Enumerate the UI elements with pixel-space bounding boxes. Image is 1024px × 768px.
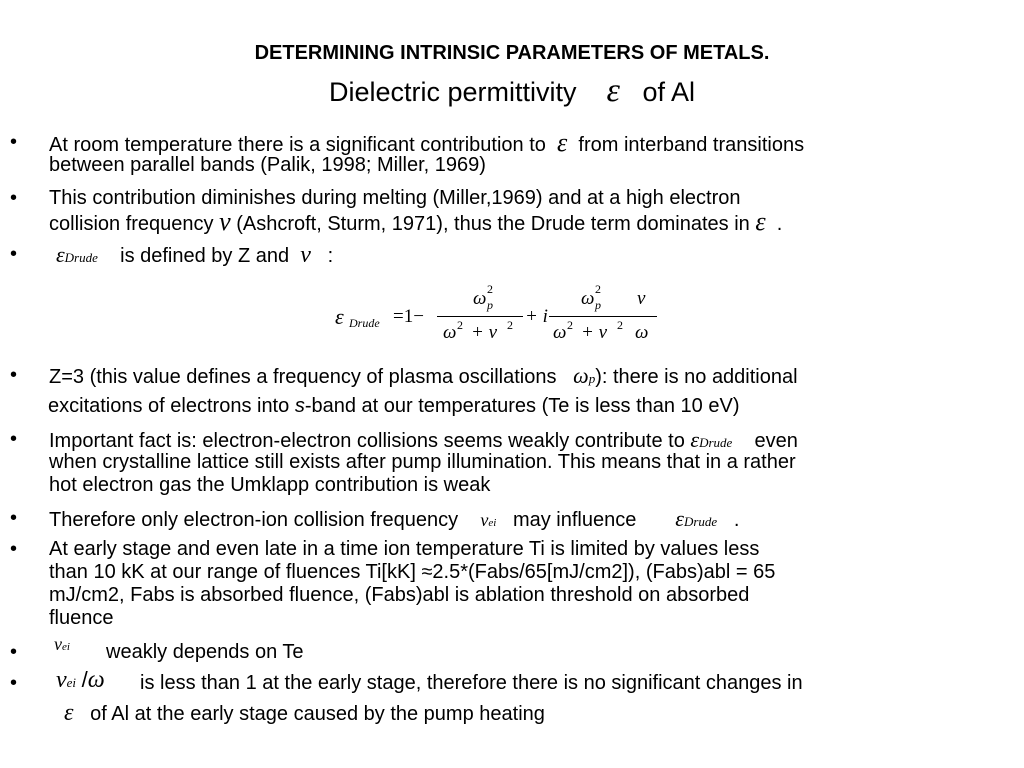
formula-nu: ν <box>637 288 646 309</box>
formula-sup: 2 <box>567 318 573 332</box>
epsilon-symbol: ε <box>64 700 74 726</box>
s-italic: s <box>294 395 305 417</box>
fraction-bar-1 <box>437 316 523 317</box>
omega-symbol: ω <box>87 667 105 693</box>
bullet-marker: • <box>10 507 18 529</box>
epsilon-symbol: ε <box>606 72 620 109</box>
bullet-marker: • <box>10 131 18 153</box>
bullet-6-line <box>49 507 739 535</box>
text: . <box>733 509 740 531</box>
formula-plus-nu: + ν <box>581 322 608 343</box>
text: ): there is no additional <box>595 366 798 388</box>
formula-sup: 2 <box>487 282 493 296</box>
ei-subscript: ei <box>488 517 497 529</box>
bullet-marker: • <box>10 538 18 560</box>
text: At room temperature there is a significant contribution to <box>49 134 546 156</box>
epsilon-symbol: ε <box>755 207 766 236</box>
epsilon-symbol: ε <box>675 506 684 531</box>
text: (Ashcroft, Sturm, 1971), thus the Drude term dominates in <box>236 213 750 235</box>
text: from interband transitions <box>578 134 805 156</box>
bullet-5-line-2: when crystalline lattice still exists after pump illumination. This means that in a rather <box>49 451 796 473</box>
nu-symbol: ν <box>480 510 489 530</box>
text: may influence <box>512 509 637 531</box>
bullet-marker: • <box>10 672 18 694</box>
fraction-bar-2 <box>549 316 633 317</box>
bullet-9-line-1: is less than 1 at the early stage, therefore there is no significant changes in <box>140 672 803 694</box>
bullet-marker: • <box>10 641 18 663</box>
bullet-9-symbol <box>56 668 105 694</box>
p-subscript: p <box>588 371 596 386</box>
text: is defined by Z and <box>120 245 290 267</box>
text: collision frequency <box>49 213 214 235</box>
text: excitations of electrons into <box>48 395 290 417</box>
text: even <box>754 430 798 452</box>
ei-subscript: ei <box>62 641 70 653</box>
epsilon-symbol: ε <box>690 427 700 452</box>
bullet-7-line-2: than 10 kK at our range of fluences Ti[kK] ≈2.5*(Fabs/65[mJ/cm2]), (Fabs)abl = 65 <box>49 561 776 583</box>
text: of Al at the early stage caused by the pump heating <box>90 703 545 725</box>
formula-sub: p <box>595 298 601 312</box>
subtitle-text: Dielectric permittivity <box>328 77 577 107</box>
bullet-4-line-2 <box>48 395 739 418</box>
bullet-2-line-2 <box>49 207 783 236</box>
bullet-4-line-1 <box>49 364 798 390</box>
formula-sup: 2 <box>617 318 623 332</box>
text: . <box>776 213 783 235</box>
bullet-7-line-3: mJ/cm2, Fabs is absorbed fluence, (Fabs)abl is ablation threshold on absorbed <box>49 584 750 606</box>
formula-drude-subscript: Drude <box>349 316 380 330</box>
formula-epsilon: ε <box>335 304 344 329</box>
drude-formula <box>335 282 665 352</box>
bullet-3-line <box>56 243 333 269</box>
bullet-marker: • <box>10 428 18 450</box>
bullet-2-line-1: This contribution diminishes during melting (Miller,1969) and at a high electron <box>49 187 741 209</box>
subtitle-suffix: of Al <box>642 77 696 107</box>
formula-sub: p <box>487 298 493 312</box>
text: -band at our temperatures (Te is less than 10 eV) <box>304 395 740 417</box>
bullet-8-symbol <box>54 633 70 659</box>
ei-subscript: ei <box>66 675 77 690</box>
formula-omega: ω <box>635 322 649 343</box>
nu-symbol: ν <box>54 634 62 654</box>
text: : <box>327 245 334 267</box>
bullet-marker: • <box>10 187 18 209</box>
text: Therefore only electron-ion collision frequency <box>49 509 459 531</box>
text: Important fact is: electron-electron collisions seems weakly contribute to <box>49 430 685 452</box>
bullet-marker: • <box>10 243 18 265</box>
formula-sup: 2 <box>595 282 601 296</box>
nu-symbol: ν <box>219 207 231 236</box>
formula-numerator-2: ω <box>581 288 595 309</box>
formula-plus-i: + i <box>525 306 548 327</box>
bullet-7-line-1: At early stage and even late in a time ion temperature Ti is limited by values less <box>49 538 760 560</box>
epsilon-symbol: ε <box>557 128 568 157</box>
text: Z=3 (this value defines a frequency of plasma oscillations <box>49 366 557 388</box>
bullet-9-line-2 <box>64 702 545 726</box>
bullet-8-line: weakly depends on Te <box>106 641 304 663</box>
bullet-1-line-2: between parallel bands (Palik, 1998; Miller, 1969) <box>49 154 486 176</box>
fraction-bar-3 <box>633 316 657 317</box>
nu-symbol: ν <box>56 667 67 693</box>
bullet-7-line-4: fluence <box>49 607 114 629</box>
bullet-5-line-3: hot electron gas the Umklapp contribution is weak <box>49 474 491 496</box>
formula-numerator-1: ω <box>473 288 487 309</box>
formula-plus-nu: + ν <box>471 322 498 343</box>
formula-equals: =1− <box>393 306 424 327</box>
bullet-marker: • <box>10 364 18 386</box>
drude-subscript: Drude <box>64 250 98 265</box>
formula-denominator-2: ω <box>553 322 567 343</box>
drude-subscript: Drude <box>699 435 733 450</box>
formula-denominator-1: ω <box>443 322 457 343</box>
slide-subtitle <box>0 72 1024 110</box>
omega-symbol: ω <box>573 363 589 388</box>
formula-sup: 2 <box>507 318 513 332</box>
nu-symbol: ν <box>300 242 311 268</box>
drude-subscript: Drude <box>683 514 718 529</box>
formula-sup: 2 <box>457 318 463 332</box>
epsilon-symbol: ε <box>56 242 65 267</box>
slash: / <box>81 667 88 692</box>
slide-title: DETERMINING INTRINSIC PARAMETERS OF METALS. <box>254 42 770 64</box>
